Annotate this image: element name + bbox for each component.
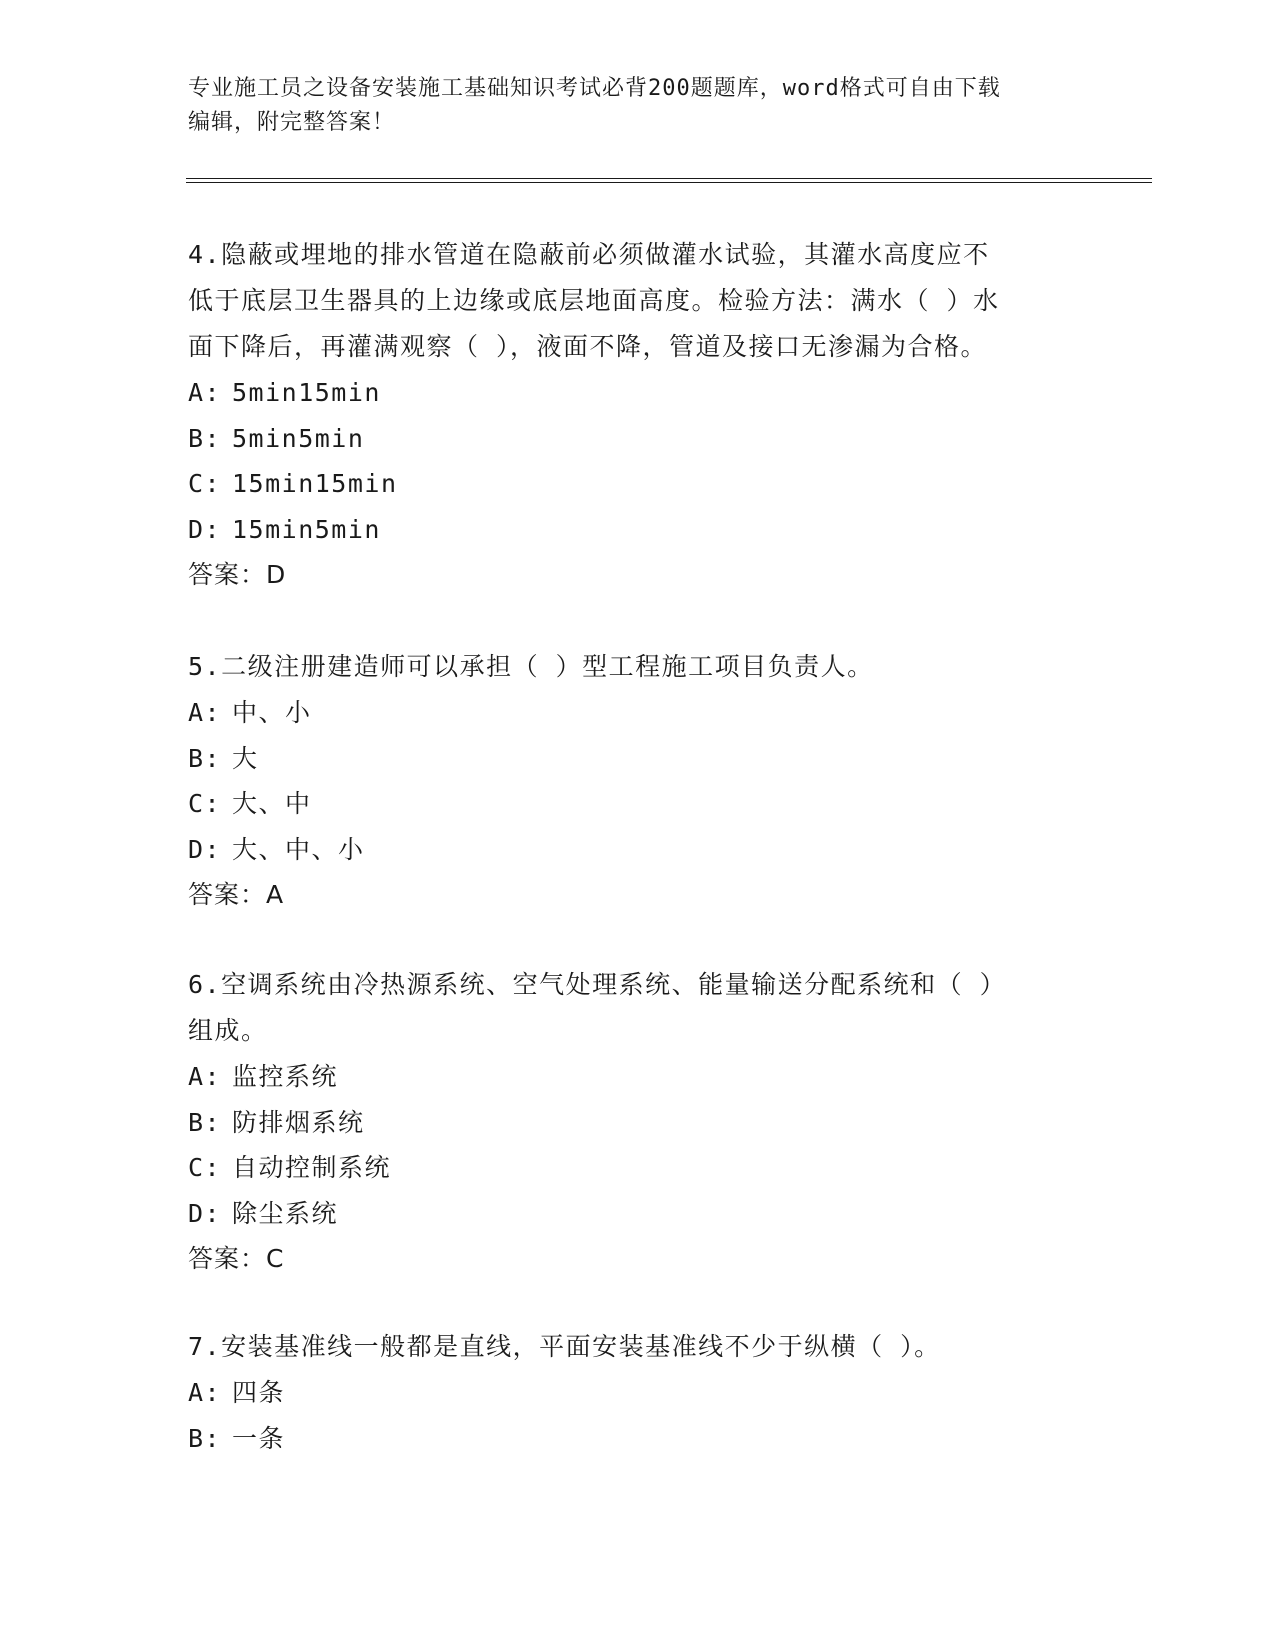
option-letter: C: (188, 1153, 222, 1182)
question-block (188, 1324, 1088, 1461)
question-stem-line: 7.安装基准线一般都是直线，平面安装基准线不少于纵横（ ）。 (188, 1332, 941, 1361)
option-letter: D: (188, 1198, 222, 1228)
question-stem-line: 5.二级注册建造师可以承担（ ）型工程施工项目负责人。 (188, 652, 874, 681)
question-stem (188, 962, 1088, 1054)
option-a (188, 370, 1088, 416)
option-text: 监控系统 (232, 1062, 339, 1091)
question-block (188, 962, 1088, 1282)
option-letter: A: (188, 698, 222, 727)
option-d (188, 827, 1088, 873)
question-stem (188, 1324, 1088, 1370)
answer-line: 答案：A (188, 880, 285, 909)
question-stem-line: 4.隐蔽或埋地的排水管道在隐蔽前必须做灌水试验，其灌水高度应不 (188, 240, 990, 269)
option-text: 中、小 (232, 698, 312, 727)
answer-line: 答案：C (188, 1244, 285, 1273)
option-a (188, 1054, 1088, 1100)
question-stem-line: 面下降后，再灌满观察（ ），液面不降，管道及接口无渗漏为合格。 (188, 332, 988, 361)
question-block (188, 644, 1088, 918)
option-b (188, 416, 1088, 462)
option-text: 15min15min (232, 469, 398, 498)
option-text: 除尘系统 (232, 1198, 339, 1228)
option-b (188, 1416, 1088, 1462)
option-text: 大、中、小 (232, 834, 365, 864)
option-text: 大 (232, 743, 259, 773)
option-a (188, 1370, 1088, 1416)
option-letter: B: (188, 423, 222, 453)
question-block (188, 232, 1088, 598)
option-d (188, 507, 1088, 553)
option-text: 防排烟系统 (232, 1107, 365, 1137)
option-letter: C: (188, 789, 222, 818)
header-divider-bottom (186, 182, 1152, 183)
option-letter: D: (188, 834, 222, 864)
question-stem-line: 6.空调系统由冷热源系统、空气处理系统、能量输送分配系统和（ ） (188, 970, 1007, 999)
question-stem-line: 低于底层卫生器具的上边缘或底层地面高度。检验方法：满水（ ）水 (188, 286, 1000, 315)
option-c (188, 1145, 1088, 1191)
option-text: 5min5min (232, 423, 365, 453)
answer-line: 答案：D (188, 560, 287, 589)
header-line-1: 专业施工员之设备安装施工基础知识考试必背200题题库，word格式可自由下载 (188, 76, 1001, 101)
option-letter: A: (188, 378, 222, 407)
option-c (188, 781, 1088, 827)
option-letter: B: (188, 1107, 222, 1137)
question-stem-line: 组成。 (188, 1016, 268, 1045)
option-letter: C: (188, 469, 222, 498)
option-b (188, 736, 1088, 782)
question-stem (188, 232, 1088, 370)
option-text: 大、中 (232, 789, 312, 818)
option-text: 一条 (232, 1423, 286, 1453)
option-text: 自动控制系统 (232, 1153, 392, 1182)
document-header (188, 72, 1068, 140)
question-stem (188, 644, 1088, 690)
option-c (188, 461, 1088, 507)
option-text: 15min5min (232, 514, 381, 544)
option-d (188, 1191, 1088, 1237)
option-letter: B: (188, 743, 222, 773)
option-text: 5min15min (232, 378, 381, 407)
header-line-2: 编辑，附完整答案！ (188, 110, 396, 135)
option-letter: A: (188, 1062, 222, 1091)
option-letter: B: (188, 1423, 222, 1453)
option-b (188, 1100, 1088, 1146)
option-a (188, 690, 1088, 736)
option-text: 四条 (232, 1378, 286, 1407)
header-divider-top (186, 178, 1152, 179)
option-letter: D: (188, 514, 222, 544)
option-letter: A: (188, 1378, 222, 1407)
